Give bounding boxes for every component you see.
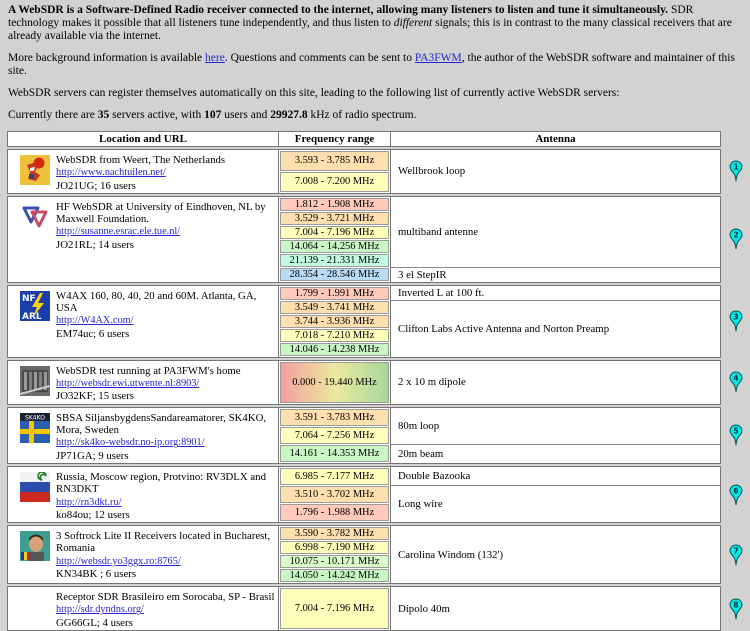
server-info (56, 528, 276, 582)
text-span: 35 (97, 109, 110, 121)
frequency-band-cell: 28.354 - 28.546 MHz (280, 268, 389, 281)
server-locator: JO21UG; 16 users (56, 179, 136, 192)
server-url-link[interactable]: http://sk4ko-websdr.no-ip.org:8901/ (56, 437, 205, 449)
text-span: signals; this is in contrast to the many classical receivers that are already available via the internet. (8, 17, 732, 42)
pin-gutter (721, 149, 750, 194)
antenna-cell (391, 150, 720, 193)
table-header-box (7, 131, 721, 147)
server-list (7, 149, 750, 631)
text-span: different (393, 17, 433, 29)
server-locator: JP71GA; 9 users (56, 449, 129, 462)
antenna-cell (391, 467, 720, 486)
no-icon (20, 592, 50, 622)
server-box (7, 407, 721, 464)
text-span: kHz of radio spectrum. (307, 109, 417, 121)
frequency-band-cell: 3.591 - 3.783 MHz (280, 409, 389, 426)
server-title: WebSDR from Weert, The Netherlands (56, 154, 226, 166)
server-location-cell (8, 286, 279, 357)
text-span: 107 (204, 109, 222, 121)
antenna-label: 3 el StepIR (398, 268, 447, 281)
pin-gutter (721, 407, 750, 464)
frequency-column (279, 150, 391, 193)
frequency-column (279, 526, 391, 583)
antenna-cell (391, 587, 720, 630)
romania-photo-icon (20, 531, 50, 561)
text-span: WebSDR servers can register themselves automatically on this site, leading to the following list of currently active WebSDR servers: (8, 87, 620, 99)
server-location-cell (8, 526, 279, 583)
server-info (56, 363, 241, 403)
server-row (7, 360, 750, 405)
server-info (56, 469, 276, 521)
server-row (7, 466, 750, 523)
server-url-link[interactable]: http://sdr.dyndns.org/ (56, 604, 144, 616)
text-span: 29927.8 (270, 109, 308, 121)
pin-gutter (721, 196, 750, 283)
intro-paragraph-1 (8, 4, 740, 43)
server-info (56, 589, 275, 629)
svg-text:NF: NF (22, 293, 36, 304)
antenna-cell (391, 408, 720, 445)
server-url-link[interactable]: http://susanne.esrac.ele.tue.nl/ (56, 226, 181, 238)
server-location-cell (8, 467, 279, 522)
map-pin[interactable] (729, 228, 743, 250)
server-title: HF WebSDR at University of Eindhoven, NL by Maxwell Foundation. (56, 200, 266, 226)
pin-gutter (721, 285, 750, 358)
server-locator: JO21RL; 14 users (56, 238, 134, 251)
server-url-link[interactable]: http://www.nachtuilen.net/ (56, 167, 166, 179)
svg-text:8: 8 (732, 600, 739, 610)
col-header-frequency: Frequency range (279, 132, 391, 146)
text-span: Currently there are (8, 109, 98, 121)
intro-section (0, 0, 750, 122)
text-span: A WebSDR is a Software-Defined Radio receiver connected to the internet, allowing many listeners to listen and tune it simultaneously. (8, 4, 669, 16)
frequency-band-cell: 3.590 - 3.782 MHz (280, 527, 389, 540)
server-title: SBSA SiljansbygdensSandareamatorer, SK4KO, Mora, Sweden (56, 411, 267, 437)
frequency-band-cell: 1.799 - 1.991 MHz (280, 287, 389, 300)
antenna-cell (391, 301, 720, 357)
server-location-cell (8, 197, 279, 282)
map-pin[interactable] (729, 544, 743, 566)
pin-gutter-header (721, 131, 750, 147)
map-pin-icon (729, 228, 743, 250)
weert-logo-icon (20, 155, 50, 185)
svg-text:ARL: ARL (22, 311, 42, 321)
antenna-column (391, 467, 720, 522)
antenna-cell (391, 268, 720, 282)
frequency-band-cell: 0.000 - 19.440 MHz (280, 362, 389, 403)
frequency-band-cell: 1.796 - 1.988 MHz (280, 504, 389, 521)
pin-gutter (721, 466, 750, 523)
frequency-band-cell: 6.985 - 7.177 MHz (280, 468, 389, 485)
intro-paragraph-4 (8, 109, 740, 122)
antenna-label: 80m loop (398, 419, 440, 432)
pin-gutter (721, 360, 750, 405)
server-url-link[interactable]: http://rn3dkt.ru/ (56, 496, 122, 508)
server-locator: GG66GL; 4 users (56, 616, 133, 629)
server-info (56, 152, 225, 192)
server-locator: JO32KF; 15 users (56, 390, 134, 403)
svg-text:4: 4 (732, 373, 739, 383)
antenna-column (391, 197, 720, 282)
frequency-band-cell: 3.593 - 3.785 MHz (280, 151, 389, 171)
map-pin[interactable] (729, 598, 743, 620)
antenna-label: Double Bazooka (398, 470, 471, 482)
server-locator: EM74uc; 6 users (56, 327, 130, 340)
frequency-column (279, 197, 391, 282)
frequency-column (279, 467, 391, 522)
antenna-label: Inverted L at 100 ft. (398, 286, 485, 299)
antenna-column (391, 361, 720, 404)
server-row (7, 285, 750, 358)
server-title: WebSDR test running at PA3FWM's home (56, 364, 241, 377)
antenna-column (391, 286, 720, 357)
antenna-cell (391, 445, 720, 463)
server-box (7, 466, 721, 523)
server-info (56, 199, 276, 281)
antenna-label: Wellbrook loop (398, 165, 466, 178)
map-pin[interactable] (729, 424, 743, 446)
server-location-cell (8, 408, 279, 463)
antenna-label: 2 x 10 m dipole (398, 376, 466, 389)
antenna-cell (391, 197, 720, 268)
map-pin-icon (729, 484, 743, 506)
map-pin-icon (729, 310, 743, 332)
server-table (7, 131, 750, 631)
server-box (7, 586, 721, 631)
frequency-band-cell: 14.050 - 14.242 MHz (280, 569, 389, 582)
antenna-cell (391, 286, 720, 301)
server-url-link[interactable]: http://W4AX.com/ (56, 315, 134, 327)
server-url-link[interactable]: http://websdr.yo3ggx.ro:8765/ (56, 555, 181, 567)
server-info (56, 410, 276, 462)
antenna-label: multiband antenne (398, 225, 479, 238)
pin-gutter (721, 525, 750, 584)
svg-text:SK4KO: SK4KO (25, 414, 45, 422)
col-header-antenna: Antenna (535, 133, 576, 145)
map-pin[interactable] (729, 160, 743, 182)
frequency-column (279, 286, 391, 357)
frequency-band-cell: 7.008 - 7.200 MHz (280, 172, 389, 192)
map-pin-icon (729, 371, 743, 393)
table-header-row (7, 131, 750, 147)
frequency-band-cell: 10.075 - 10.171 MHz (280, 555, 389, 568)
antenna-column (391, 587, 720, 630)
frequency-band-cell: 3.549 - 3.741 MHz (280, 301, 389, 314)
text-span: , the author of the WebSDR software and maintainer of this site. (8, 52, 735, 77)
text-span: servers active, with (109, 109, 205, 121)
server-title: 3 Softrock Lite II Receivers located in Bucharest, Romania (56, 530, 271, 555)
frequency-column (279, 361, 391, 404)
antenna-label: Long wire (398, 498, 443, 511)
server-title: Receptor SDR Brasileiro em Sorocaba, SP - Brasil (56, 591, 275, 604)
pa3fwm-link[interactable]: PA3FWM (414, 52, 462, 64)
here-link[interactable]: here (205, 52, 225, 64)
antenna-label: Carolina Windom (132') (398, 548, 504, 561)
text-span: users and (221, 109, 271, 121)
text-span: SDR technology makes it possible that all listeners tune independently, and thus listen to (8, 4, 694, 29)
server-info (56, 288, 276, 356)
map-pin-icon (729, 544, 743, 566)
svg-text:7: 7 (732, 546, 739, 556)
frequency-band-cell: 7.064 - 7.256 MHz (280, 427, 389, 444)
antenna-column (391, 408, 720, 463)
frequency-band-cell: 3.529 - 3.721 MHz (280, 212, 389, 225)
server-row (7, 525, 750, 584)
map-pin-icon (729, 160, 743, 182)
frequency-column (279, 587, 391, 630)
map-pin-icon (729, 424, 743, 446)
server-location-cell (8, 361, 279, 404)
intro-paragraph-3 (8, 87, 740, 100)
server-locator: ko84ou; 12 users (56, 508, 130, 521)
frequency-band-cell: 7.004 - 7.196 MHz (280, 226, 389, 239)
frequency-band-cell: 14.046 - 14.238 MHz (280, 343, 389, 356)
svg-text:6: 6 (732, 486, 739, 496)
map-pin[interactable] (729, 310, 743, 332)
hardware-photo-icon (20, 366, 50, 396)
server-location-cell (8, 150, 279, 193)
frequency-band-cell: 7.018 - 7.210 MHz (280, 329, 389, 342)
frequency-band-cell: 1.812 - 1.908 MHz (280, 198, 389, 211)
svg-text:1: 1 (732, 163, 739, 173)
frequency-band-cell: 7.004 - 7.196 MHz (280, 588, 389, 629)
antenna-cell (391, 361, 720, 404)
server-title: Russia, Moscow region, Protvino: RV3DLX and RN3DKT (56, 470, 266, 496)
antenna-cell (391, 486, 720, 522)
server-title: W4AX 160, 80, 40, 20 and 60M. Atlanta, GA, USA (56, 289, 257, 315)
antenna-label: Clifton Labs Active Antenna and Norton Preamp (398, 322, 610, 335)
frequency-band-cell: 14.161 - 14.353 MHz (280, 445, 389, 462)
antenna-column (391, 526, 720, 583)
server-locator: KN34BK ; 6 users (56, 568, 137, 581)
server-box (7, 525, 721, 584)
svg-text:3: 3 (732, 312, 739, 322)
server-box (7, 149, 721, 194)
antenna-column (391, 150, 720, 193)
map-pin[interactable] (729, 371, 743, 393)
text-span: . Questions and comments can be sent to (224, 52, 415, 64)
svg-text:5: 5 (732, 426, 739, 436)
map-pin-icon (729, 598, 743, 620)
server-box (7, 360, 721, 405)
server-box (7, 285, 721, 358)
pin-gutter (721, 586, 750, 631)
svg-text:2: 2 (732, 230, 739, 240)
server-row (7, 407, 750, 464)
nfarl-logo-icon (20, 291, 50, 321)
frequency-band-cell: 6.998 - 7.190 MHz (280, 541, 389, 554)
frequency-band-cell: 3.510 - 3.702 MHz (280, 486, 389, 503)
maxwell-logo-icon (20, 202, 50, 232)
antenna-cell (391, 526, 720, 583)
server-location-cell (8, 587, 279, 630)
antenna-label: 20m beam (398, 447, 444, 460)
col-header-location: Location and URL (8, 132, 279, 146)
server-row (7, 586, 750, 631)
server-url-link[interactable]: http://websdr.ewi.utwente.nl:8903/ (56, 378, 200, 390)
map-pin[interactable] (729, 484, 743, 506)
antenna-label: Dipolo 40m (398, 602, 450, 615)
russia-flag-icon (20, 472, 50, 502)
frequency-band-cell: 14.064 - 14.256 MHz (280, 240, 389, 253)
server-row (7, 196, 750, 283)
text-span: More background information is available (8, 52, 206, 64)
frequency-band-cell: 3.744 - 3.936 MHz (280, 315, 389, 328)
server-box (7, 196, 721, 283)
intro-paragraph-2 (8, 52, 740, 78)
frequency-band-cell: 21.139 - 21.331 MHz (280, 254, 389, 267)
frequency-column (279, 408, 391, 463)
sk4ko-flag-icon (20, 413, 50, 443)
server-row (7, 149, 750, 194)
